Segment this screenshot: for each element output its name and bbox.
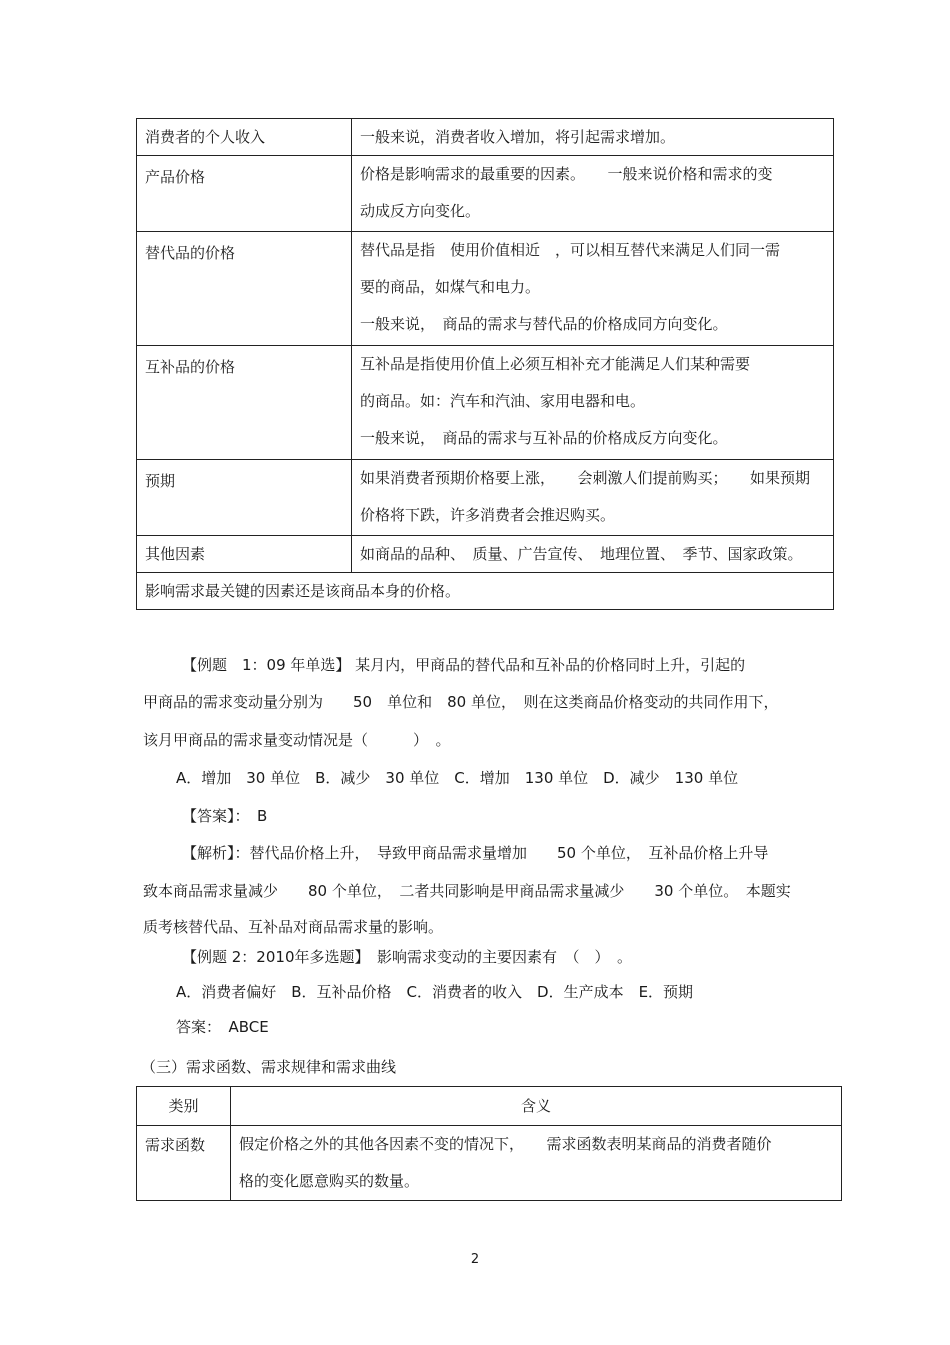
table-row	[137, 346, 834, 460]
factor-cell: 替代品的价格	[137, 232, 352, 346]
table-row	[137, 232, 834, 346]
description-cell	[352, 119, 834, 156]
summary-cell: 影响需求最关键的因素还是该商品本身的价格。	[137, 573, 834, 610]
example1-question-line2: 甲商品的需求变动量分别为 50 单位和 80 单位， 则在这类商品价格变动的共同作用下，	[143, 693, 779, 711]
description-cell	[352, 536, 834, 573]
description-line: 如果消费者预期价格要上涨， 会刺激人们提前购买； 如果预期	[360, 469, 811, 487]
table-row	[137, 573, 834, 610]
description-line: 一般来说， 商品的需求与替代品的价格成同方向变化。	[360, 315, 728, 333]
table-row	[137, 1126, 842, 1201]
factor-cell: 互补品的价格	[137, 346, 352, 460]
description-cell	[352, 156, 834, 232]
description-cell	[352, 232, 834, 346]
description-cell	[352, 346, 834, 460]
factor-cell: 其他因素	[137, 536, 352, 573]
description-line: 互补品是指使用价值上必须互相补充才能满足人们某种需要	[360, 355, 751, 373]
meaning-cell	[231, 1126, 842, 1201]
demand-factors-table	[136, 118, 834, 610]
factor-cell: 消费者的个人收入	[137, 119, 352, 156]
description-line: 一般来说， 商品的需求与互补品的价格成反方向变化。	[360, 429, 728, 447]
factor-cell: 产品价格	[137, 156, 352, 232]
example2-question: 【例题 2：2010年多选题】 影响需求变动的主要因素有 （ ） 。	[182, 948, 632, 966]
section-heading: （三）需求函数、需求规律和需求曲线	[141, 1058, 397, 1076]
table-row	[137, 119, 834, 156]
description-line: 价格是影响需求的最重要的因素。 一般来说价格和需求的变	[360, 165, 773, 183]
category-cell: 需求函数	[137, 1126, 231, 1201]
factor-cell: 预期	[137, 460, 352, 536]
demand-function-table	[136, 1086, 842, 1201]
description-line: 的商品。如：汽车和汽油、家用电器和电。	[360, 392, 646, 410]
description-line: 要的商品，如煤气和电力。	[360, 278, 541, 296]
description-cell	[352, 460, 834, 536]
table-header-row	[137, 1087, 842, 1126]
table-row	[137, 156, 834, 232]
example1-question-line3: 该月甲商品的需求量变动情况是（ ） 。	[143, 731, 451, 749]
column-header-category: 类别	[137, 1087, 231, 1126]
example1-analysis-line2: 致本商品需求量减少 80 个单位， 二者共同影响是甲商品需求量减少 30 个单位。 本题实	[143, 882, 791, 900]
meaning-line: 格的变化愿意购买的数量。	[239, 1172, 420, 1190]
table-row	[137, 460, 834, 536]
page-number: 2	[470, 1252, 480, 1267]
description-line: 价格将下跌，许多消费者会推迟购买。	[360, 506, 616, 524]
description-line: 一般来说，消费者收入增加，将引起需求增加。	[360, 128, 676, 146]
description-line: 动成反方向变化。	[360, 202, 481, 220]
description-line: 替代品是指 使用价值相近 ，可以相互替代来满足人们同一需	[360, 241, 781, 259]
example1-question-line1: 【例题 1：09 年单选】 某月内，甲商品的替代品和互补品的价格同时上升，引起的	[182, 656, 746, 674]
example1-analysis-line3: 质考核替代品、互补品对商品需求量的影响。	[143, 918, 444, 936]
example1-answer: 【答案】： B	[182, 807, 268, 825]
meaning-line: 假定价格之外的其他各因素不变的情况下， 需求函数表明某商品的消费者随价	[239, 1135, 772, 1153]
example1-analysis-line1: 【解析】：替代品价格上升， 导致甲商品需求量增加 50 个单位， 互补品价格上升导	[182, 844, 769, 862]
example1-options: A．增加 30 单位 B．减少 30 单位 C．增加 130 单位 D．减少 130 单位	[176, 769, 739, 787]
column-header-meaning: 含义	[231, 1087, 842, 1126]
example2-options: A．消费者偏好 B．互补品价格 C．消费者的收入 D．生产成本 E．预期	[176, 983, 694, 1001]
example2-answer: 答案： ABCE	[176, 1018, 269, 1036]
table-row	[137, 536, 834, 573]
description-line: 如商品的品种、 质量、广告宣传、 地理位置、 季节、国家政策。	[360, 545, 803, 563]
